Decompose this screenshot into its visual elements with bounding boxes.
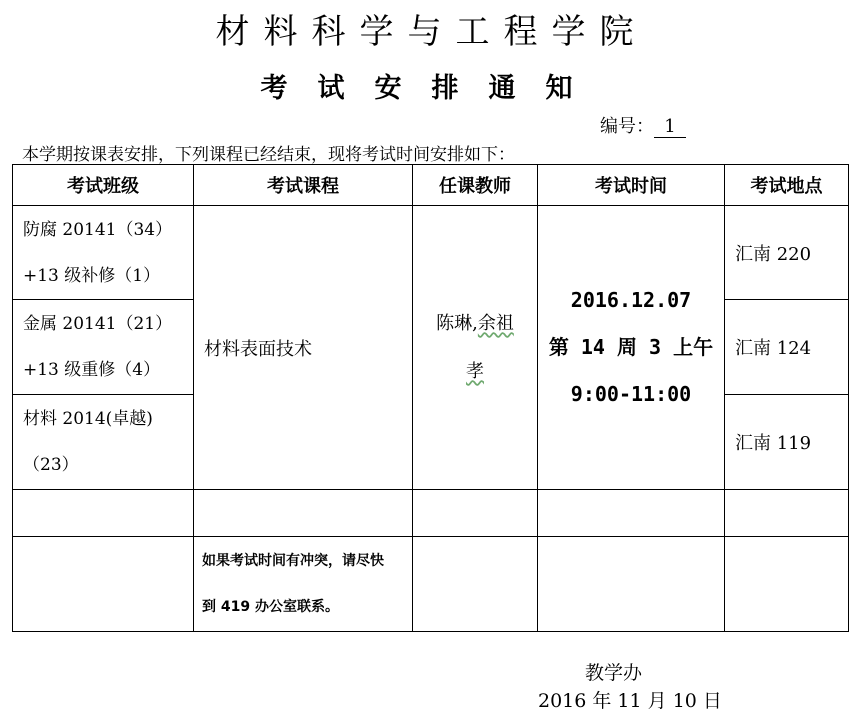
page-subtitle: 考试安排通知 (260, 73, 603, 104)
class-line: （23） (23, 455, 79, 475)
table-header-row (13, 165, 849, 206)
header-course: 考试课程 (194, 165, 413, 206)
header-class: 考试班级 (13, 165, 194, 206)
note-line: 如果考试时间有冲突，请尽快 (202, 553, 384, 569)
document-number-value: 1 (654, 117, 686, 138)
location-cell: 汇南 124 (725, 300, 849, 395)
page-title: 材料科学与工程学院 (215, 12, 648, 52)
header-location: 考试地点 (725, 165, 849, 206)
table-row-empty (13, 490, 849, 537)
exam-hours: 9:00-11:00 (570, 382, 692, 406)
location-cell: 汇南 119 (725, 395, 849, 490)
class-cell (13, 300, 194, 395)
header-teacher: 任课教师 (413, 165, 538, 206)
exam-week: 第 14 周 3 上午 (548, 335, 714, 359)
teacher-name: 余祖 (477, 312, 514, 334)
teacher-cell (413, 206, 538, 490)
table-row-note (13, 537, 849, 632)
teacher-name: 孝 (466, 360, 484, 382)
document-number (600, 112, 686, 138)
intro-text: 本学期按课表安排，下列课程已经结束，现将考试时间安排如下： (22, 145, 515, 165)
class-line: 金属 20141（21） (23, 314, 173, 334)
note-line: 到 419 办公室联系。 (202, 599, 339, 615)
class-line: 防腐 20141（34） (23, 219, 173, 240)
exam-date: 2016.12.07 (570, 288, 692, 312)
note-cell (194, 537, 413, 632)
class-line: +13 级补修（1） (23, 265, 161, 286)
table-row (13, 206, 849, 300)
time-cell (538, 206, 725, 490)
class-line: +13 级重修（4） (23, 360, 161, 380)
exam-schedule-table (12, 164, 849, 632)
class-cell (13, 206, 194, 300)
document-number-label: 编号： (600, 116, 654, 137)
issuing-office: 教学办 (585, 662, 643, 684)
location-cell: 汇南 220 (725, 206, 849, 300)
issue-date: 2016 年 11 月 10 日 (538, 690, 722, 712)
teacher-name: 陈琳, (436, 312, 478, 334)
class-cell (13, 395, 194, 490)
course-cell: 材料表面技术 (194, 206, 413, 490)
class-line: 材料 2014(卓越) (23, 409, 153, 429)
header-time: 考试时间 (538, 165, 725, 206)
